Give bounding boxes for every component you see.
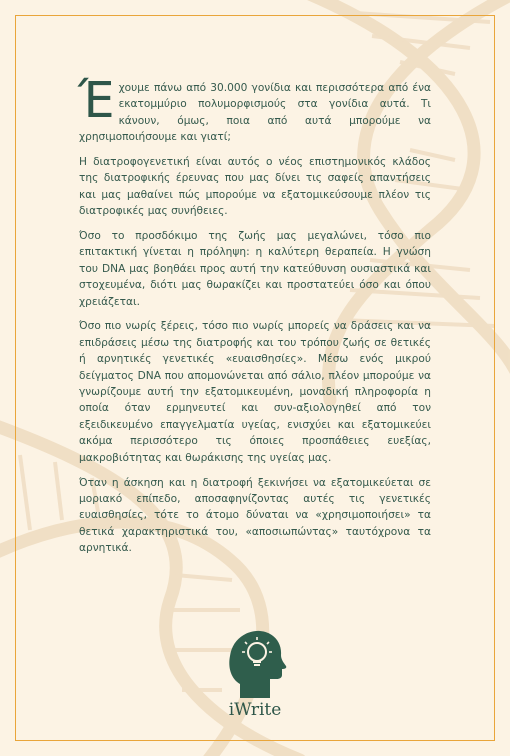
logo-wordmark: iWrite: [228, 700, 282, 720]
head-lightbulb-icon: [220, 622, 290, 702]
paragraph-5: Όταν η άσκηση και η διατροφή ξεκινήσει να εξατομικεύεται σε μοριακό επίπεδο, αποσαφηνίζοντας αυτές τις γενετικές ευαισθησίες, τότε το άτομο δύναται να «χρησιμοποιήσει» τα θετικά χαρακτηριστικά του, «αποσιωπώντας» ταυτόχρονα τα αρνητικά.: [79, 476, 431, 555]
publisher-logo: [220, 622, 290, 742]
paragraph-4: Όσο πιο νωρίς ξέρεις, τόσο πιο νωρίς μπορείς να δράσεις και να επιδράσεις μέσω της διατροφής και του τρόπου ζωής σε θετικές ή αρνητικές γενετικές «ευαισθησίες». Μέσω ενός μικρού δείγματος DNA που απομονώνεται από σάλιο, πλέον μπορούμε να γνωρίζουμε αυτή την εξατομικευμένη, μοναδική πληροφορία η οποία όταν ερμηνευτεί και συν-αξιολογηθεί από τον εξειδικευμένο επαγγελματία υγείας, ενισχύει και εξατομικεύει ακόμα περισσότερο τις όποιες προσπάθειες ευεξίας, μακροβιότητας και θωράκισης της υγείας μας.: [79, 320, 431, 464]
body-text: [78, 72, 431, 565]
drop-cap: Έ: [78, 72, 115, 129]
paragraph-2: Η διατροφογενετική είναι αυτός ο νέος επιστημονικός κλάδος της διατροφικής έρευνας που μας δίνει τις σαφείς απαντήσεις και μας μαθαίνει πώς μπορούμε να εξατομικεύσουμε πλέον τις διατροφικές μας συνήθειες.: [79, 156, 431, 218]
paragraph-1-text: χουμε πάνω από 30.000 γονίδια και περισσότερα από ένα εκατομμύριο πολυμορφισμούς στα γονίδια αυτά. Τι κάνουν, όμως, ποια από αυτά μπορούμε να χρησιμοποιήσουμε και γιατί;: [79, 82, 431, 144]
paragraph-3: Όσο το προσδόκιμο της ζωής μας μεγαλώνει, τόσο πιο επιτακτική γίνεται η πρόληψη: η καλύτερη θεραπεία. Η γνώση του DNA μας βοηθάει προς αυτή την κατεύθυνση ουσιαστικά και στοχευμένα, διότι μας θωρακίζει και προστατεύει όσο και όπου χρειάζεται.: [79, 230, 431, 308]
paragraph-1: [78, 72, 431, 146]
